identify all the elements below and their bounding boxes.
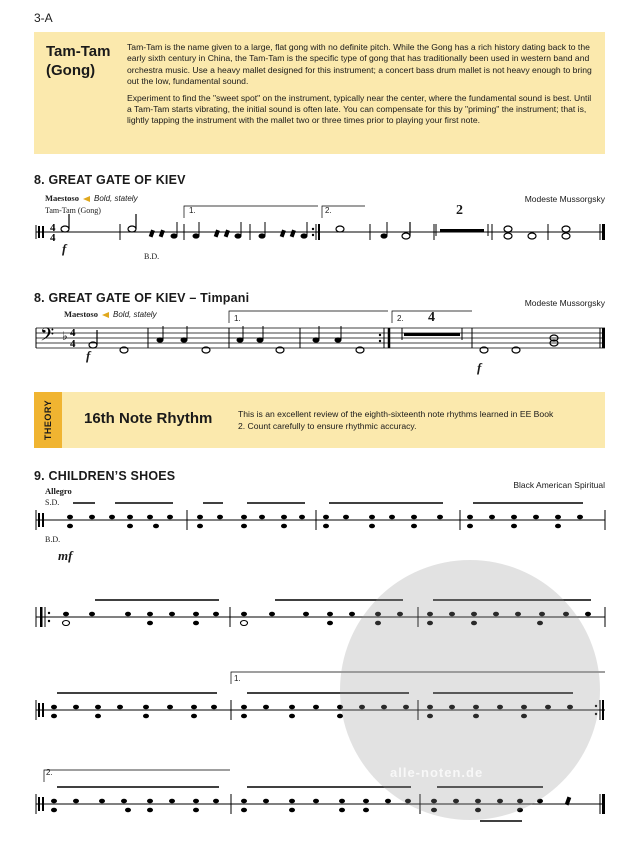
ex8t-multirest-count: 4 [428,310,435,325]
ex8-time-sig-bottom: 4 [50,232,56,244]
ex8t-ending-2: 2. [397,314,404,323]
ex8t-title: 8. GREAT GATE OF KIEV – Timpani [34,291,250,305]
ex8t-time-sig-top: 4 [70,327,76,339]
ex9-ending-1: 1. [234,674,241,683]
ex9-ending-2: 2. [46,768,53,777]
ex8-ending-2: 2. [325,206,332,215]
ex8-dynamic: f [62,241,67,256]
ex8t-tempo-marking: Maestoso [64,309,98,319]
ex9-tempo-marking: Allegro [45,486,72,496]
ex9-sd-label: S.D. [45,498,60,507]
ex8t-tempo-desc: Bold, stately [113,310,157,319]
theory-title: 16th Note Rhythm [84,410,213,427]
ex9-dynamic: mf [58,548,73,563]
ex8-composer: Modeste Mussorgsky [524,194,605,204]
watermark-text: alle-noten.de [390,765,484,780]
tamtam-title: Tam-Tam (Gong) [46,43,111,79]
ex8t-dynamic: f [86,348,91,363]
ex8-bd-label: B.D. [144,252,160,261]
ex8t-ending-1: 1. [234,314,241,323]
ex8t-dynamic-2: f [477,360,482,375]
ex8-title: 8. GREAT GATE OF KIEV [34,173,186,187]
tamtam-info-box [34,32,605,154]
ex8-time-sig-top: 4 [50,222,56,234]
ex8t-composer: Modeste Mussorgsky [524,298,605,308]
ex9-composer: Black American Spiritual [513,480,605,490]
ex9-title: 9. CHILDREN’S SHOES [34,469,176,483]
tamtam-paragraph-1: Tam-Tam is the name given to a large, flat gong with no definite pitch. While the Gong has a rich history dating back to the early sixth century in China, the Tam-Tam is the specific type of gong that has traditionally been used in western band and orchestra music. Use a heavy mallet designed for this instrument; a concert bass drum mallet is not heavy enough to bring out the low, fundamental sound. [127,42,592,87]
theory-tab [34,392,62,448]
watermark [340,560,600,820]
ex8-instrument-label: Tam-Tam (Gong) [45,206,101,215]
ex9-tempo [45,486,72,496]
ex9-bd-label: B.D. [45,535,61,544]
tamtam-text [127,42,597,127]
page-label: 3-A [34,11,53,25]
bass-clef-icon: 𝄢 [40,325,55,350]
ex8-staff [0,200,640,260]
ex8-tempo-marking: Maestoso [45,193,79,203]
ex9-staff-row-1 [0,500,640,540]
theory-tab-label: THEORY [43,399,53,441]
ex8t-staff [0,310,640,380]
ex8-tempo-desc: Bold, stately [94,194,138,203]
theory-box [34,392,605,448]
ex8-ending-1: 1. [189,206,196,215]
flat-icon: ♭ [62,329,68,343]
tamtam-paragraph-2: Experiment to find the "sweet spot" on the instrument, typically near the center, where the fundamental sound is best. Until a Tam-Tam starts vibrating, the initial sound is often late. You can compensate for this by "priming" the instrument; that is, lightly tapping the instrument with the mallet two or three times prior to playing your first note. [127,92,592,126]
theory-text: This is an excellent review of the eighth-sixteenth note rhythms learned in EE Book 2. Count carefully to ensure rhythmic accuracy. [238,409,554,431]
ex8-multirest-count: 2 [456,203,463,218]
ex8t-time-sig-bottom: 4 [70,338,76,350]
